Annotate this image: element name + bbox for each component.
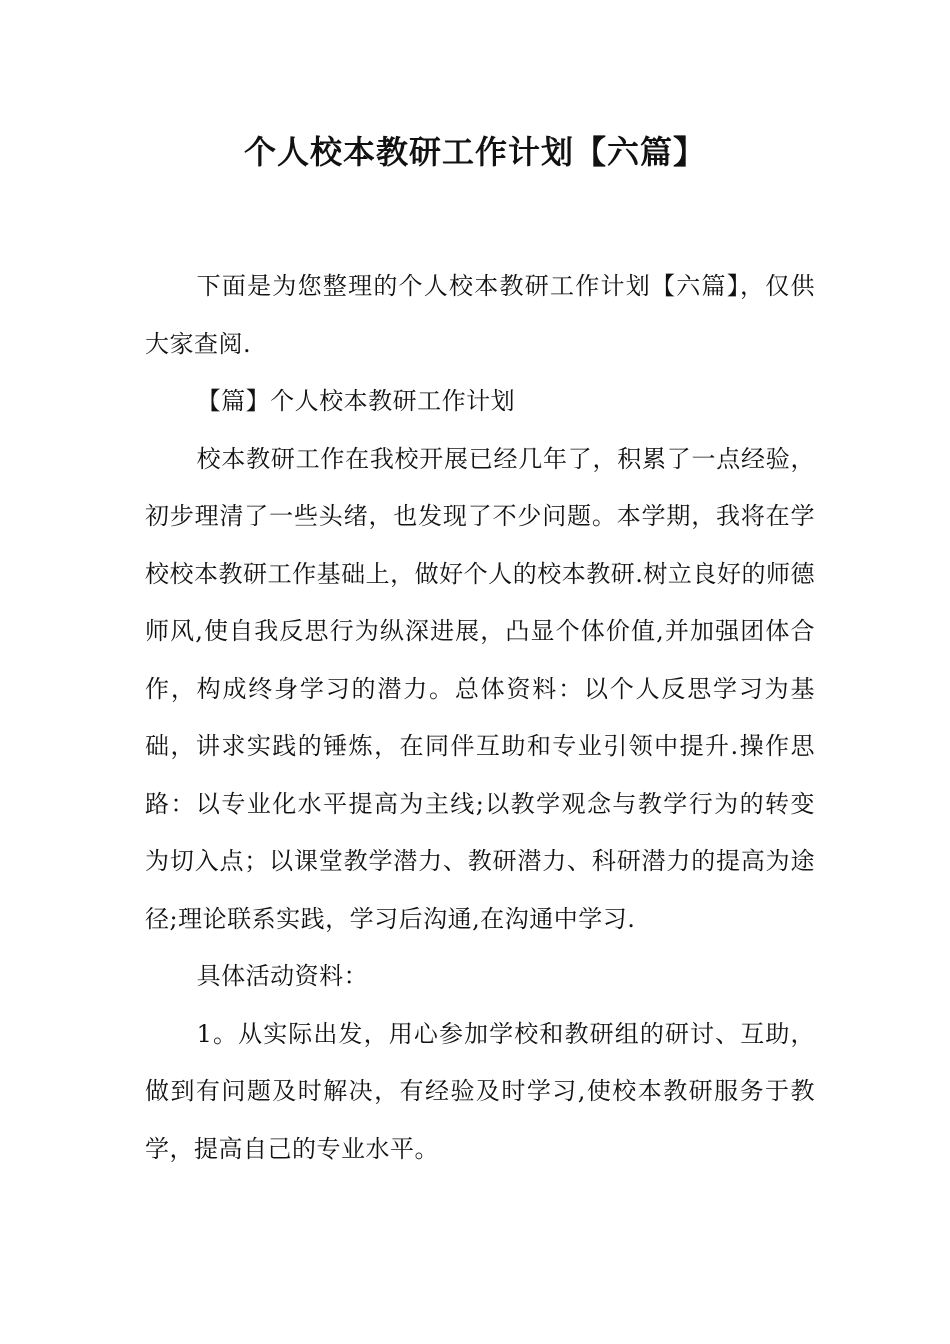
- document-title: 个人校本教研工作计划【六篇】: [243, 133, 706, 171]
- list-item: 1。从实际出发，用心参加学校和教研组的研讨、互助，做到有问题及时解决，有经验及时学习,使校本教研服务于教学，提高自己的专业水平。: [145, 1019, 815, 1163]
- intro-paragraph: 下面是为您整理的个人校本教研工作计划【六篇】，仅供大家查阅.: [145, 272, 815, 358]
- section-heading: 【篇】个人校本教研工作计划: [196, 387, 516, 415]
- activity-heading: 具体活动资料：: [196, 962, 369, 990]
- document-body: [145, 258, 815, 1178]
- body-paragraph: 校本教研工作在我校开展已经几年了，积累了一点经验，初步理清了一些头绪，也发现了不少问题。本学期，我将在学校校本教研工作基础上，做好个人的校本教研.树立良好的师德师风,使自我反思行为纵深进展，凸显个体价值,并加强团体合作，构成终身学习的潜力。总体资料：以个人反思学习为基础，讲求实践的锤炼，在同伴互助和专业引领中提升.操作思路：以专业化水平提高为主线;以教学观念与教学行为的转变为切入点；以课堂教学潜力、教研潜力、科研潜力的提高为途径;理论联系实践，学习后沟通,在沟通中学习.: [145, 444, 815, 933]
